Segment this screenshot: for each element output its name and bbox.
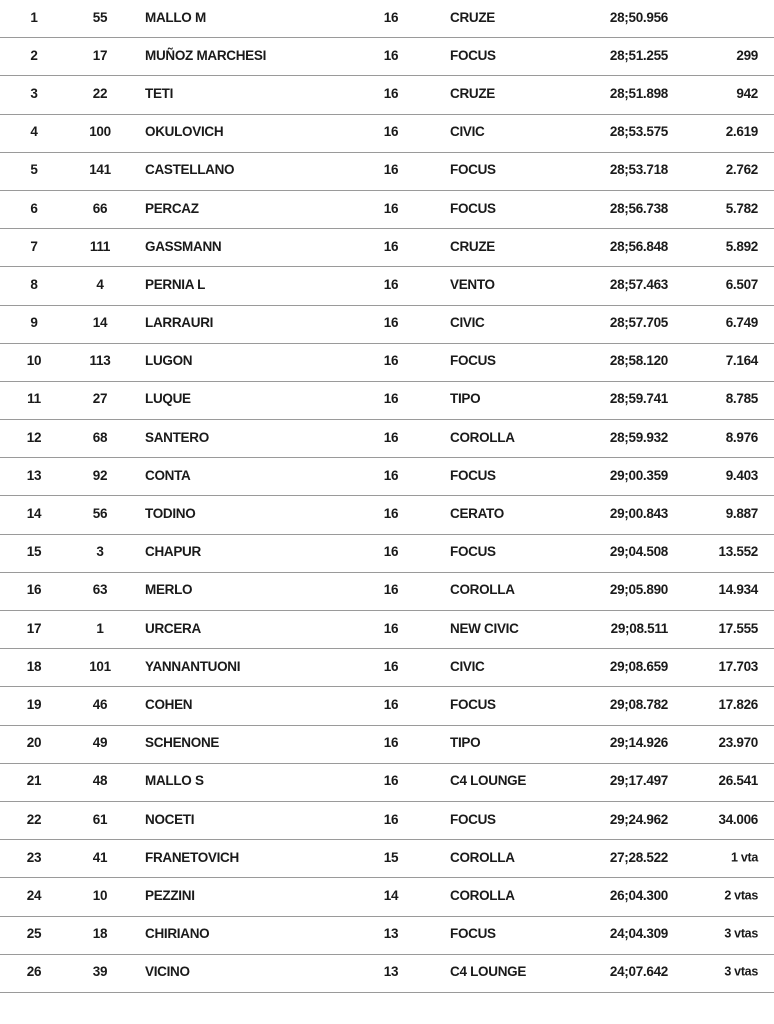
car-model-cell: COROLLA — [450, 429, 515, 445]
car-model-cell: FOCUS — [450, 811, 496, 827]
car-model-cell: FOCUS — [450, 544, 496, 560]
car-number-cell: 27 — [92, 391, 108, 407]
gap-cell: 5.782 — [725, 200, 758, 216]
gap-cell: 8.785 — [725, 391, 758, 407]
car-number-cell: 41 — [92, 849, 108, 865]
driver-name-cell: CHAPUR — [145, 544, 201, 560]
driver-name-cell: TETI — [145, 85, 174, 101]
driver-name-cell: FRANETOVICH — [145, 849, 239, 865]
total-time-cell: 28;56.738 — [609, 200, 668, 216]
laps-cell: 16 — [383, 467, 399, 483]
car-number-cell: 111 — [89, 238, 111, 254]
car-model-cell: FOCUS — [450, 467, 496, 483]
car-model-cell: FOCUS — [450, 353, 496, 369]
table-row — [0, 115, 774, 153]
car-number-cell: 22 — [92, 85, 108, 101]
car-model-cell: C4 LOUNGE — [450, 964, 527, 980]
position-cell: 11 — [27, 391, 41, 407]
total-time-cell: 29;14.926 — [609, 735, 668, 751]
position-cell: 21 — [26, 773, 42, 789]
gap-cell: 9.887 — [725, 506, 758, 522]
laps-cell: 16 — [383, 124, 399, 140]
driver-name-cell: TODINO — [145, 506, 196, 522]
laps-cell: 13 — [383, 926, 399, 942]
position-cell: 9 — [30, 315, 38, 331]
laps-cell: 16 — [383, 658, 399, 674]
laps-cell: 16 — [383, 582, 399, 598]
laps-cell: 16 — [383, 238, 399, 254]
car-number-cell: 56 — [92, 506, 108, 522]
position-cell: 3 — [30, 85, 38, 101]
car-number-cell: 14 — [92, 315, 108, 331]
total-time-cell: 27;28.522 — [609, 849, 668, 865]
table-row — [0, 306, 774, 344]
table-row — [0, 420, 774, 458]
car-model-cell: TIPO — [450, 735, 481, 751]
table-row — [0, 382, 774, 420]
laps-cell: 16 — [383, 506, 399, 522]
gap-cell: 942 — [736, 85, 758, 101]
table-row — [0, 687, 774, 725]
table-row — [0, 0, 774, 38]
car-model-cell: CIVIC — [450, 315, 485, 331]
table-row — [0, 191, 774, 229]
table-row — [0, 535, 774, 573]
total-time-cell: 29;08.782 — [609, 696, 668, 712]
position-cell: 26 — [26, 964, 42, 980]
total-time-cell: 26;04.300 — [609, 887, 668, 903]
car-model-cell: VENTO — [450, 276, 495, 292]
car-number-cell: 48 — [92, 773, 108, 789]
laps-cell: 13 — [383, 964, 399, 980]
table-row — [0, 229, 774, 267]
car-model-cell: CERATO — [450, 506, 504, 522]
total-time-cell: 28;53.718 — [609, 162, 668, 178]
car-model-cell: C4 LOUNGE — [450, 773, 527, 789]
driver-name-cell: MERLO — [145, 582, 193, 598]
table-row — [0, 649, 774, 687]
table-row — [0, 496, 774, 534]
total-time-cell: 24;04.309 — [609, 926, 668, 942]
gap-cell: 6.749 — [725, 315, 758, 331]
driver-name-cell: PEZZINI — [145, 887, 195, 903]
driver-name-cell: CASTELLANO — [145, 162, 235, 178]
position-cell: 14 — [26, 506, 42, 522]
total-time-cell: 24;07.642 — [609, 964, 668, 980]
car-number-cell: 39 — [92, 964, 108, 980]
car-model-cell: FOCUS — [450, 162, 496, 178]
position-cell: 24 — [26, 887, 42, 903]
table-row — [0, 153, 774, 191]
position-cell: 5 — [30, 162, 38, 178]
total-time-cell: 29;24.962 — [609, 811, 668, 827]
laps-cell: 16 — [383, 696, 399, 712]
driver-name-cell: PERCAZ — [145, 200, 199, 216]
position-cell: 1 — [30, 9, 38, 25]
gap-cell: 2.762 — [725, 162, 758, 178]
car-number-cell: 18 — [92, 926, 108, 942]
gap-cell: 3 vtas — [724, 964, 758, 979]
laps-cell: 15 — [383, 849, 399, 865]
driver-name-cell: SANTERO — [145, 429, 209, 445]
driver-name-cell: PERNIA L — [145, 276, 206, 292]
table-row — [0, 840, 774, 878]
table-row — [0, 878, 774, 916]
laps-cell: 16 — [383, 85, 399, 101]
car-number-cell: 55 — [92, 9, 108, 25]
car-number-cell: 17 — [92, 47, 108, 63]
gap-cell: 7.164 — [725, 353, 758, 369]
table-row — [0, 76, 774, 114]
total-time-cell: 28;59.741 — [609, 391, 668, 407]
position-cell: 25 — [26, 926, 42, 942]
table-row — [0, 458, 774, 496]
car-number-cell: 113 — [89, 353, 111, 369]
position-cell: 12 — [26, 429, 42, 445]
table-row — [0, 573, 774, 611]
gap-cell: 13.552 — [718, 544, 758, 560]
driver-name-cell: YANNANTUONI — [145, 658, 241, 674]
gap-cell: 26.541 — [718, 773, 758, 789]
position-cell: 4 — [30, 124, 38, 140]
laps-cell: 16 — [383, 47, 399, 63]
gap-cell: 17.555 — [718, 620, 758, 636]
car-model-cell: FOCUS — [450, 200, 496, 216]
car-number-cell: 61 — [92, 811, 108, 827]
position-cell: 16 — [26, 582, 42, 598]
position-cell: 7 — [30, 238, 38, 254]
table-row — [0, 726, 774, 764]
driver-name-cell: OKULOVICH — [145, 124, 224, 140]
car-model-cell: CIVIC — [450, 124, 485, 140]
car-model-cell: COROLLA — [450, 582, 515, 598]
driver-name-cell: LARRAURI — [145, 315, 214, 331]
car-model-cell: COROLLA — [450, 849, 515, 865]
laps-cell: 16 — [383, 276, 399, 292]
car-number-cell: 92 — [92, 467, 108, 483]
table-row — [0, 38, 774, 76]
car-number-cell: 4 — [96, 276, 104, 292]
car-model-cell: CRUZE — [450, 85, 495, 101]
position-cell: 20 — [26, 735, 42, 751]
laps-cell: 16 — [383, 544, 399, 560]
car-model-cell: TIPO — [450, 391, 481, 407]
gap-cell: 1 vta — [731, 850, 758, 865]
driver-name-cell: URCERA — [145, 620, 201, 636]
position-cell: 2 — [30, 47, 38, 63]
laps-cell: 16 — [383, 200, 399, 216]
driver-name-cell: LUGON — [145, 353, 193, 369]
total-time-cell: 28;51.898 — [609, 85, 668, 101]
gap-cell: 2.619 — [725, 124, 758, 140]
driver-name-cell: SCHENONE — [145, 735, 220, 751]
car-model-cell: NEW CIVIC — [450, 620, 519, 636]
laps-cell: 16 — [383, 735, 399, 751]
total-time-cell: 28;53.575 — [609, 124, 668, 140]
gap-cell: 5.892 — [725, 238, 758, 254]
laps-cell: 16 — [383, 811, 399, 827]
table-row — [0, 611, 774, 649]
total-time-cell: 28;50.956 — [609, 9, 668, 25]
table-row — [0, 917, 774, 955]
car-model-cell: FOCUS — [450, 47, 496, 63]
total-time-cell: 29;08.659 — [609, 658, 668, 674]
laps-cell: 16 — [383, 391, 399, 407]
driver-name-cell: VICINO — [145, 964, 190, 980]
laps-cell: 16 — [383, 9, 399, 25]
car-model-cell: CIVIC — [450, 658, 485, 674]
table-row — [0, 802, 774, 840]
driver-name-cell: GASSMANN — [145, 238, 222, 254]
car-number-cell: 1 — [96, 620, 104, 636]
position-cell: 17 — [26, 620, 42, 636]
total-time-cell: 29;00.843 — [609, 506, 668, 522]
gap-cell: 17.826 — [718, 696, 758, 712]
car-model-cell: COROLLA — [450, 887, 515, 903]
laps-cell: 16 — [383, 620, 399, 636]
position-cell: 18 — [26, 658, 42, 674]
car-number-cell: 100 — [89, 124, 111, 140]
position-cell: 6 — [30, 200, 38, 216]
position-cell: 10 — [26, 353, 42, 369]
driver-name-cell: CHIRIANO — [145, 926, 210, 942]
position-cell: 13 — [26, 467, 42, 483]
total-time-cell: 28;59.932 — [609, 429, 668, 445]
car-number-cell: 46 — [92, 696, 108, 712]
table-row — [0, 267, 774, 305]
laps-cell: 16 — [383, 353, 399, 369]
driver-name-cell: LUQUE — [145, 391, 191, 407]
gap-cell: 299 — [736, 47, 758, 63]
total-time-cell: 28;56.848 — [609, 238, 668, 254]
total-time-cell: 29;08.511 — [610, 620, 668, 636]
driver-name-cell: MALLO S — [145, 773, 204, 789]
car-number-cell: 141 — [89, 162, 111, 178]
table-row — [0, 955, 774, 993]
laps-cell: 16 — [383, 429, 399, 445]
gap-cell: 6.507 — [725, 276, 758, 292]
gap-cell: 14.934 — [718, 582, 758, 598]
total-time-cell: 28;57.463 — [609, 276, 668, 292]
total-time-cell: 29;04.508 — [609, 544, 668, 560]
position-cell: 8 — [30, 276, 38, 292]
position-cell: 23 — [26, 849, 42, 865]
total-time-cell: 28;51.255 — [609, 47, 668, 63]
driver-name-cell: MUÑOZ MARCHESI — [145, 47, 267, 63]
laps-cell: 14 — [383, 887, 399, 903]
laps-cell: 16 — [383, 162, 399, 178]
table-row — [0, 764, 774, 802]
gap-cell: 17.703 — [718, 658, 758, 674]
car-number-cell: 101 — [89, 658, 111, 674]
total-time-cell: 28;58.120 — [609, 353, 668, 369]
car-number-cell: 63 — [92, 582, 108, 598]
car-model-cell: CRUZE — [450, 9, 495, 25]
position-cell: 22 — [26, 811, 42, 827]
car-number-cell: 49 — [92, 735, 108, 751]
laps-cell: 16 — [383, 773, 399, 789]
driver-name-cell: NOCETI — [145, 811, 195, 827]
gap-cell: 23.970 — [718, 735, 758, 751]
driver-name-cell: MALLO M — [145, 9, 206, 25]
position-cell: 15 — [26, 544, 42, 560]
car-model-cell: CRUZE — [450, 238, 495, 254]
total-time-cell: 29;00.359 — [609, 467, 668, 483]
gap-cell: 9.403 — [725, 467, 758, 483]
total-time-cell: 28;57.705 — [609, 315, 668, 331]
total-time-cell: 29;05.890 — [609, 582, 668, 598]
gap-cell: 2 vtas — [724, 888, 758, 903]
position-cell: 19 — [26, 696, 42, 712]
car-number-cell: 3 — [96, 544, 104, 560]
driver-name-cell: COHEN — [145, 696, 193, 712]
total-time-cell: 29;17.497 — [609, 773, 668, 789]
car-model-cell: FOCUS — [450, 926, 496, 942]
gap-cell: 34.006 — [718, 811, 758, 827]
gap-cell: 3 vtas — [724, 926, 758, 941]
laps-cell: 16 — [383, 315, 399, 331]
table-row — [0, 344, 774, 382]
driver-name-cell: CONTA — [145, 467, 191, 483]
car-number-cell: 10 — [92, 887, 108, 903]
gap-cell: 8.976 — [725, 429, 758, 445]
car-number-cell: 66 — [92, 200, 108, 216]
car-model-cell: FOCUS — [450, 696, 496, 712]
car-number-cell: 68 — [92, 429, 108, 445]
